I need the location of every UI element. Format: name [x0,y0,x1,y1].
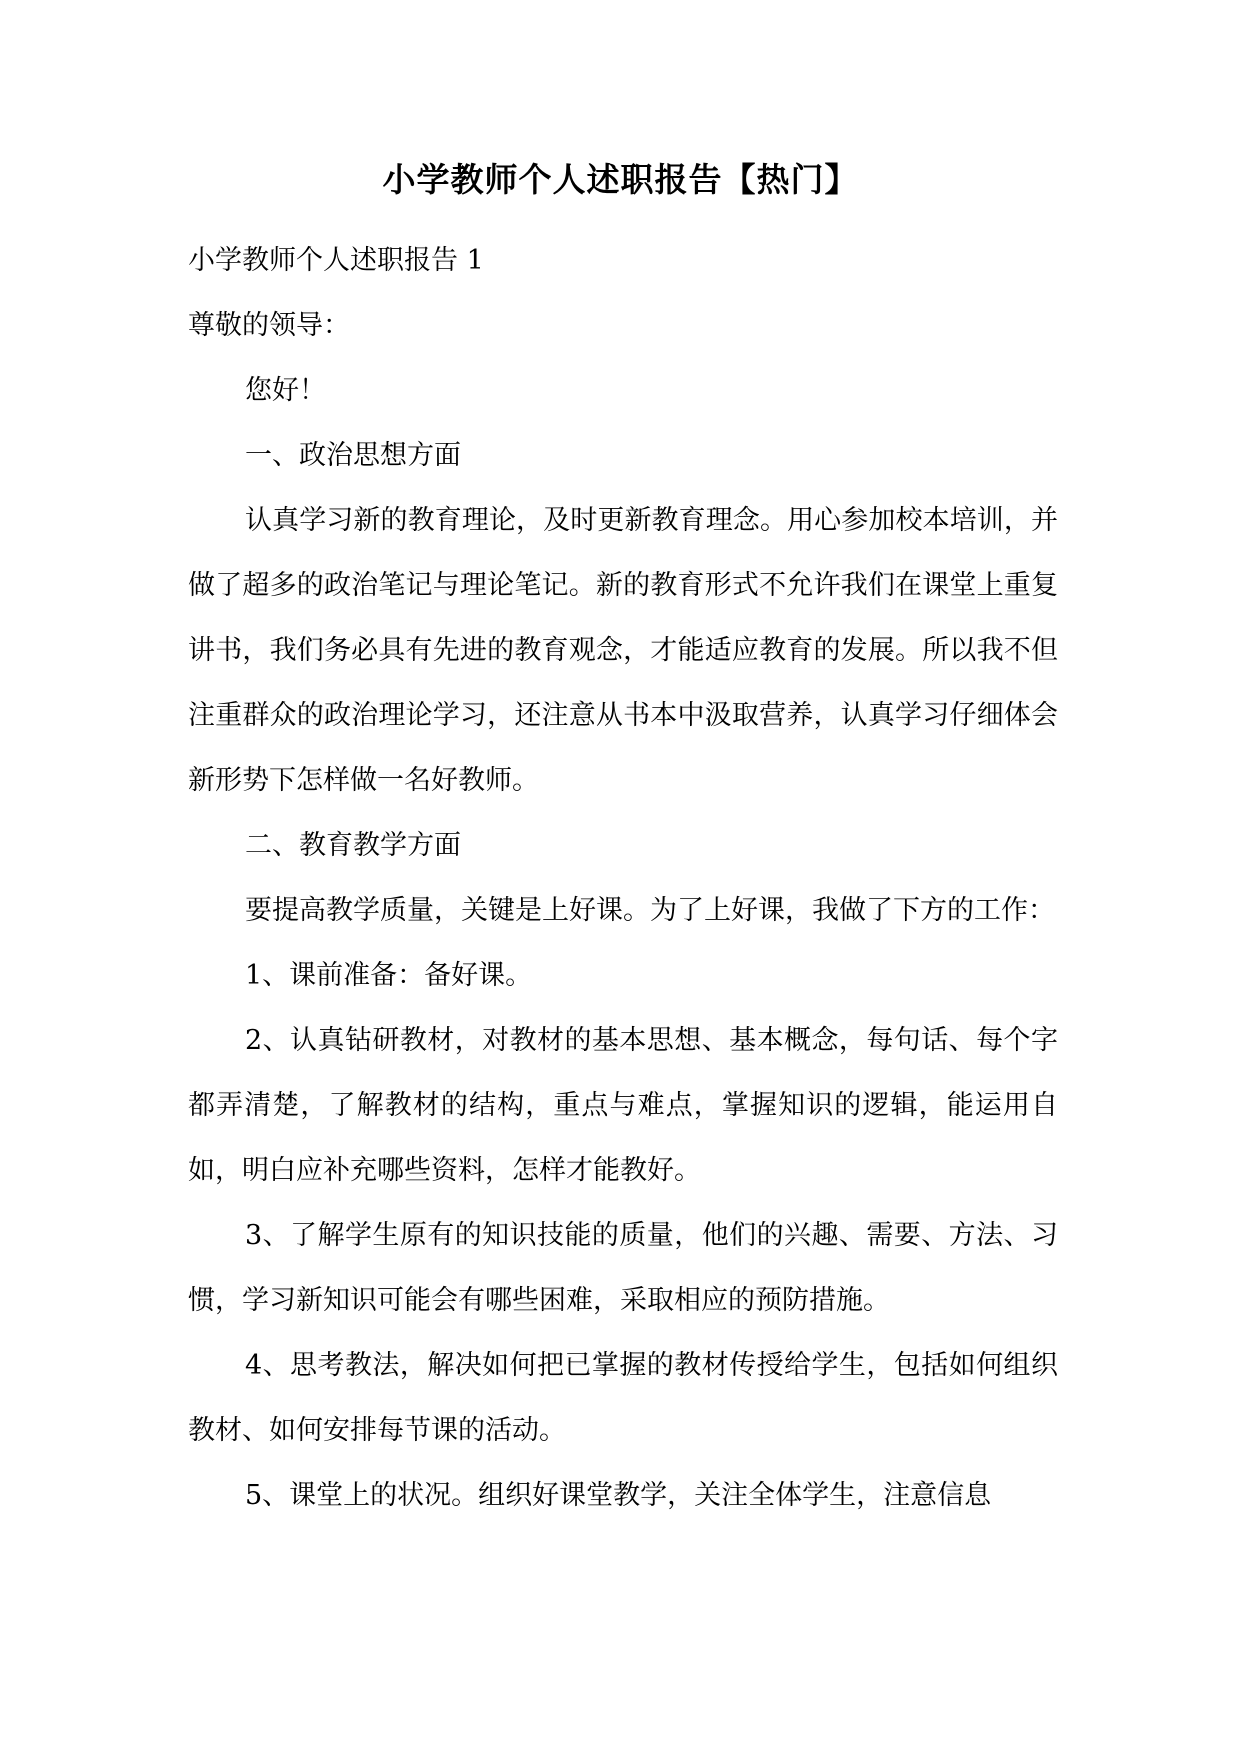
section-heading: 二、教育教学方面 [245,830,461,861]
document-title: 小学教师个人述职报告【热门】 [382,160,859,199]
paragraph: 您好！ [245,375,326,406]
paragraph: 尊敬的领导： [188,310,350,341]
list-item: 3、了解学生原有的知识技能的质量，他们的兴趣、需要、方法、习惯，学习新知识可能会有哪些困难，采取相应的预防措施。 [188,1220,1058,1316]
list-item: 2、认真钻研教材，对教材的基本思想、基本概念，每句话、每个字都弄清楚，了解教材的结构，重点与难点，掌握知识的逻辑，能运用自如，明白应补充哪些资料，怎样才能教好。 [188,1025,1058,1186]
paragraph: 要提高教学质量，关键是上好课。为了上好课，我做了下方的工作： [245,895,1055,926]
paragraph: 认真学习新的教育理论，及时更新教育理念。用心参加校本培训，并做了超多的政治笔记与理论笔记。新的教育形式不允许我们在课堂上重复讲书，我们务必具有先进的教育观念，才能适应教育的发展。所以我不但注重群众的政治理论学习，还注意从书本中汲取营养，认真学习仔细体会新形势下怎样做一名好教师。 [188,505,1058,796]
list-item: 1、课前准备：备好课。 [245,960,533,991]
paragraph: 小学教师个人述职报告 1 [188,245,484,276]
document-body [188,228,1058,1528]
list-item: 5、课堂上的状况。组织好课堂教学，关注全体学生，注意信息 [245,1480,992,1511]
list-item: 4、思考教法，解决如何把已掌握的教材传授给学生，包括如何组织教材、如何安排每节课的活动。 [188,1350,1058,1446]
section-heading: 一、政治思想方面 [245,440,461,471]
